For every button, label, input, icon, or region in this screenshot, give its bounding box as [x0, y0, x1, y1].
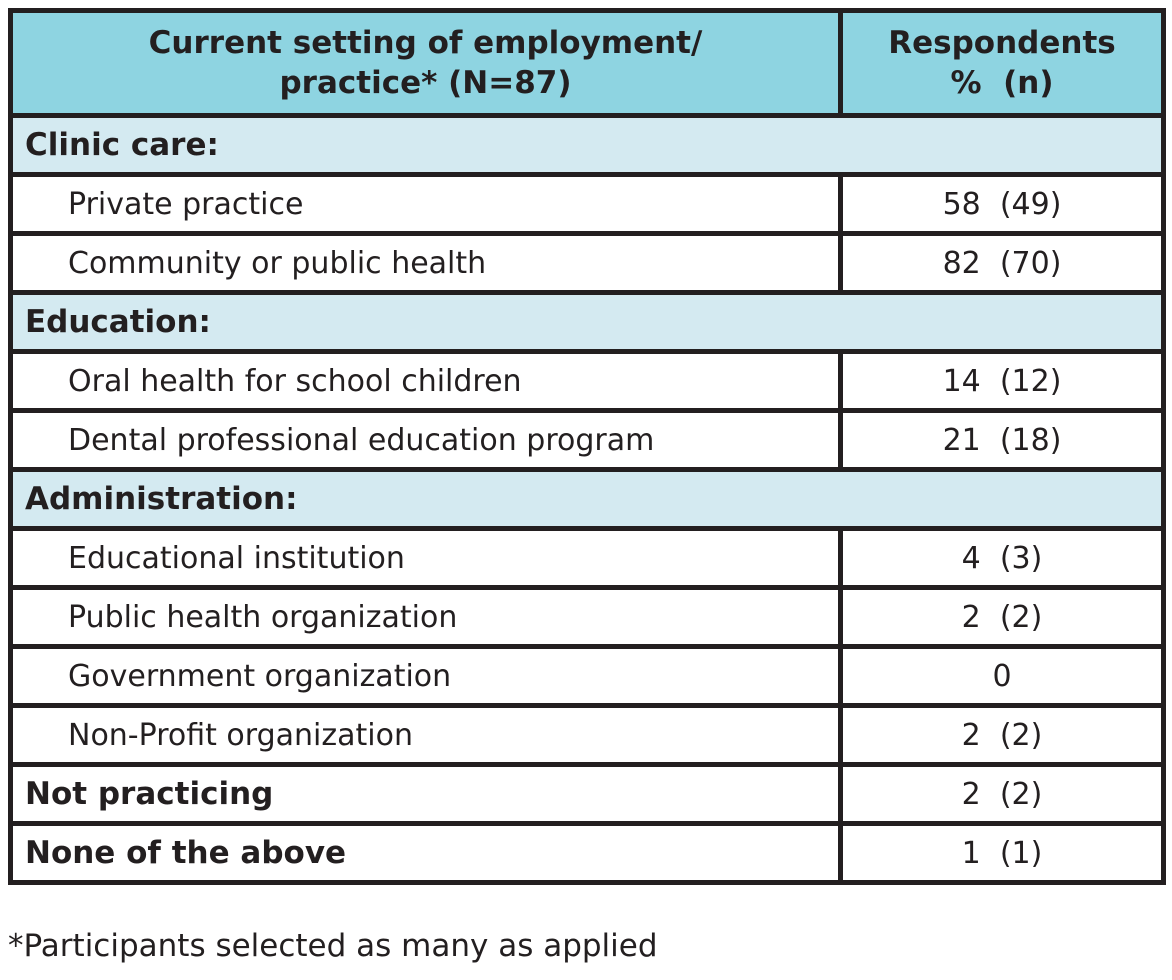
- header-respondents-line2: % (n): [950, 65, 1054, 101]
- section-label: Administration:: [25, 481, 298, 517]
- header-respondents-line1: Respondents: [888, 25, 1116, 61]
- section-label: Education:: [25, 304, 211, 340]
- header-setting-column: [13, 13, 838, 113]
- row-value: 4 (3): [838, 531, 1161, 585]
- row-label: Dental professional education program: [68, 422, 655, 458]
- table-row-private-practice: [13, 172, 1161, 231]
- row-value: 1 (1): [838, 826, 1161, 880]
- row-label: Government organization: [68, 658, 452, 694]
- table-row-not-practicing: [13, 762, 1161, 821]
- header-setting-line1: Current setting of employment/: [148, 25, 703, 61]
- table-row-none-of-the-above: [13, 821, 1161, 880]
- row-label: Educational institution: [68, 540, 405, 576]
- header-respondents-column: [838, 13, 1161, 113]
- table-header-row: [13, 13, 1161, 113]
- row-label: Oral health for school children: [68, 363, 522, 399]
- row-value: 58 (49): [838, 177, 1161, 231]
- row-label: Public health organization: [68, 599, 458, 635]
- header-setting-line2: practice* (N=87): [279, 65, 572, 101]
- row-label: None of the above: [25, 835, 347, 871]
- row-value: 2 (2): [838, 590, 1161, 644]
- row-value: 82 (70): [838, 236, 1161, 290]
- row-label: Not practicing: [25, 776, 274, 812]
- section-label: Clinic care:: [25, 127, 219, 163]
- table-footnote: *Participants selected as many as applied: [8, 928, 658, 964]
- row-label: Private practice: [68, 186, 304, 222]
- section-row-education: [13, 290, 1161, 349]
- row-label: Non-Profit organization: [68, 717, 413, 753]
- row-value: 2 (2): [838, 708, 1161, 762]
- section-row-clinic-care: [13, 113, 1161, 172]
- employment-settings-table: [8, 8, 1166, 885]
- row-value: 21 (18): [838, 413, 1161, 467]
- table-row-community-public-health: [13, 231, 1161, 290]
- table-row-oral-health-school-children: [13, 349, 1161, 408]
- row-label: Community or public health: [68, 245, 487, 281]
- table-row-public-health-organization: [13, 585, 1161, 644]
- table-row-educational-institution: [13, 526, 1161, 585]
- row-value: 2 (2): [838, 767, 1161, 821]
- section-row-administration: [13, 467, 1161, 526]
- table-row-government-organization: [13, 644, 1161, 703]
- row-value: 14 (12): [838, 354, 1161, 408]
- row-value: 0: [838, 649, 1161, 703]
- table-row-dental-professional-education: [13, 408, 1161, 467]
- table-row-non-profit-organization: [13, 703, 1161, 762]
